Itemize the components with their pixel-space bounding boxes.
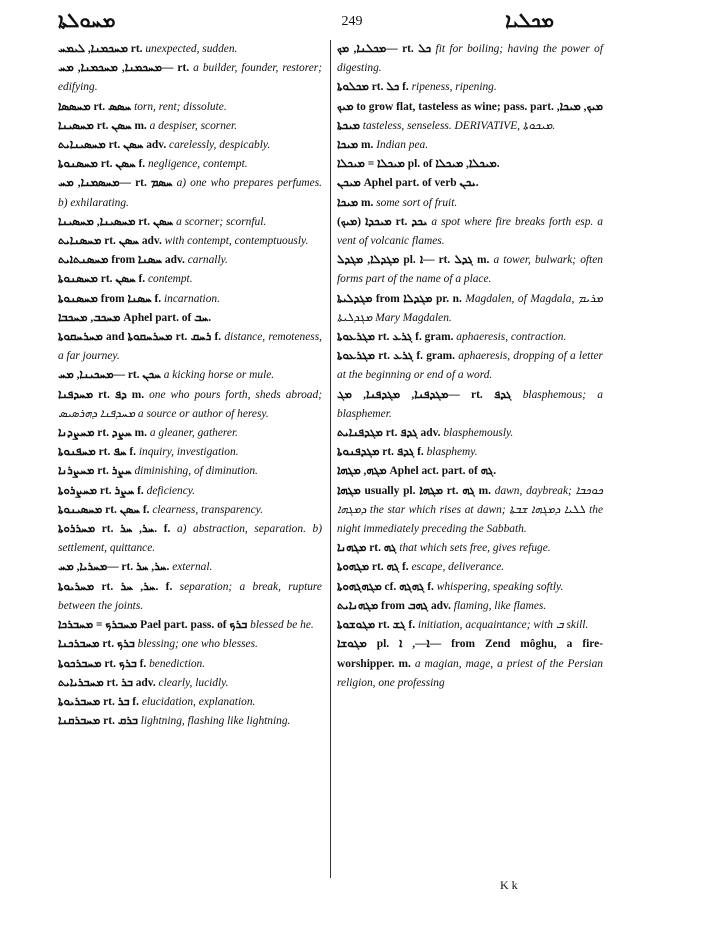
header-left-syriac: ܡܚܘܠܬܐ	[58, 10, 116, 32]
dictionary-entry	[58, 155, 322, 174]
dictionary-entry	[58, 424, 322, 443]
entry-headword: ܡܟܠܢܐ, ܡܟ— rt. ܟܠ	[337, 43, 432, 55]
entry-gloss: fit for boiling; having the power of digesting.	[337, 43, 603, 75]
page-number: 249	[341, 14, 363, 29]
header-right-syriac: ܡܟܠܝܐ	[505, 10, 554, 32]
entry-headword: ܡܓܗܢܐ rt. ܓܗ	[337, 542, 397, 555]
dictionary-entry	[58, 98, 322, 117]
signature-mark: K k	[500, 878, 518, 892]
dictionary-entry	[337, 136, 603, 155]
entry-headword: ܡܚܒܪܩܢܐ rt. ܒܪܩ	[58, 715, 138, 728]
entry-headword: ܡܚܟܡܢܐ, ܡܚܟܡܢܐ, ܡܚ— rt.	[58, 62, 190, 75]
entry-headword: ܡܚܒܪܝܘܬܐ rt. ܒܪ f.	[58, 695, 139, 708]
dictionary-entry	[58, 443, 322, 462]
entry-headword: ܡܚܟܡܢܐ, ܠܝܡܚ rt.	[58, 43, 143, 55]
entry-headword: ܡܝܟܢ Aphel part. of verb ܝܟܢ.	[337, 177, 479, 190]
entry-gloss: external.	[172, 561, 213, 574]
entry-gloss: carnally.	[187, 254, 228, 267]
entry-headword: ܡܚܣܢܐܝܬ rt. ܚܣܢ adv.	[58, 235, 162, 248]
entry-headword: ܡܚܪܚܩܘܬܐ and ܡܚܪܚܩܘܬܐ rt. ܪܚܩ f.	[58, 331, 222, 344]
entry-gloss: separation; a break, rupture between the joints.	[58, 580, 322, 612]
entry-headword: ܡܓܗܓܗܘܬܐ cf. ܓܗܓܗ f.	[337, 580, 434, 593]
entry-gloss: flaming, like flames.	[453, 599, 547, 612]
entry-headword: ܡܚܒܪܟܘܬܐ rt. ܒܪܟ f.	[58, 657, 147, 670]
entry-gloss: unexpected, sudden.	[145, 43, 238, 55]
entry-headword: ܡܚܣܢܘܬܐ rt. ܚܣܢ f.	[58, 158, 146, 171]
dictionary-entry	[337, 443, 603, 462]
entry-gloss: escape, deliverance.	[411, 561, 505, 574]
dictionary-entry	[337, 328, 603, 347]
dictionary-entry	[337, 174, 603, 193]
dictionary-entry	[337, 578, 603, 597]
entry-headword: ܡܚܣܡܢܐ, ܡܚ— rt. ܚܣܡ	[58, 177, 173, 190]
dictionary-entry	[58, 309, 322, 328]
dictionary-entry	[337, 597, 603, 616]
entry-gloss: a gleaner, gatherer.	[149, 427, 238, 440]
entry-gloss: a) one who prepares perfumes. b) exhilarating.	[58, 177, 322, 209]
entry-headword: ܡܝܟܐ m.	[337, 196, 374, 209]
dictionary-entry	[58, 655, 322, 674]
entry-gloss: a scorner; scornful.	[176, 215, 267, 228]
entry-gloss: a magian, mage, a priest of the Persian religion, one professing	[337, 657, 603, 689]
entry-headword: ܡܟܠܘܬܐ rt. ܟܠ f.	[337, 81, 409, 94]
dictionary-entry	[337, 482, 603, 540]
dictionary-entry	[58, 386, 322, 424]
dictionary-entry	[58, 136, 322, 155]
dictionary-entry	[337, 462, 603, 481]
entry-headword: ܡܚܣܢܬܐܝܬ from ܚܣܢܐ adv.	[58, 254, 185, 267]
entry-gloss: some sort of fruit.	[376, 196, 458, 209]
entry-headword: ܡܚܕܦܢܐ rt. ܕܦ m.	[58, 388, 145, 401]
dictionary-entry	[337, 386, 603, 424]
entry-headword: ܡܝܟ to grow flat, tasteless as wine; pass. part. ܡܝܟ, ܡܝܟܐ, ܡܝܟܬܐ	[337, 100, 603, 132]
page-header	[0, 8, 704, 34]
entry-headword: ܡܚܒܪܝܐܝܬ rt. ܒܪ adv.	[58, 676, 156, 689]
entry-headword: ܡܓܪܥܘܬܐ rt. ܓܪܥ f. gram.	[337, 350, 456, 363]
entry-gloss: blasphemously.	[443, 427, 514, 440]
entry-headword: ܡܓܗܘܬܐ rt. ܓܗ f.	[337, 561, 409, 574]
entry-headword: ܡܝܟܐ m.	[337, 139, 374, 152]
entry-headword: ܡܚܣܢܘܬܐ rt. ܚܣܢ f.	[58, 273, 146, 286]
entry-gloss: aphaeresis, dropping of a letter at the beginning or end of a word.	[337, 350, 603, 382]
entry-headword: ܡܓܕܠܝܬܐ from ܡܓܕܠܐ pr. n.	[337, 292, 462, 305]
dictionary-entry	[337, 78, 603, 97]
entry-gloss: aphaeresis, contraction.	[456, 331, 567, 344]
entry-gloss: lightning, flashing like lightning.	[140, 715, 291, 728]
dictionary-entry	[58, 40, 322, 59]
entry-headword: ܡܓܗܐ usually pl. ܡܓܗܐ rt. ܓܗ m.	[337, 484, 491, 497]
entry-headword: ܡܓܪܥܘܬܐ rt. ܓܪܥ f. gram.	[337, 331, 454, 344]
entry-gloss: contempt.	[147, 273, 193, 286]
entry-headword: ܡܚܒܪܟܢܐ rt. ܒܪܟ	[58, 638, 135, 651]
dictionary-entry	[337, 347, 603, 385]
entry-gloss: whispering, speaking softly.	[436, 580, 564, 593]
entry-gloss: a builder, founder, restorer; edifying.	[58, 62, 322, 94]
dictionary-entry	[337, 155, 603, 174]
entry-gloss: elucidation, explanation.	[141, 695, 256, 708]
dictionary-entry	[337, 40, 603, 78]
entry-headword: ܡܓܕܠܐ, ܡܓܕܠ pl. ܐ— rt. ܓܕܠ m.	[337, 254, 490, 267]
entry-gloss: ripeness, ripening.	[411, 81, 497, 94]
entry-gloss: a) abstraction, separation. b) settlement, quittance.	[58, 523, 322, 555]
entry-gloss: tasteless, senseless. DERIVATIVE, ܡܝܟܘܬܐ.	[362, 119, 556, 132]
entry-headword: ܡܚܣܝܢܐ rt. ܚܣܢ m.	[58, 119, 147, 132]
dictionary-entry	[58, 232, 322, 251]
entry-gloss: blasphemy.	[426, 446, 478, 459]
dictionary-entry	[58, 578, 322, 616]
dictionary-entry	[58, 117, 322, 136]
entry-headword: ܡܚܣܢܘܬܐ from ܚܣܢܐ f.	[58, 292, 162, 305]
dictionary-entry	[58, 328, 322, 366]
entry-gloss: deficiency.	[146, 484, 196, 497]
entry-headword: ܡܝܟܕܐ (ܡܝܟ) rt. ܝܟܕ	[337, 215, 428, 228]
entry-headword: ܡܓܘܫܘܬܐ rt. ܓܫ f.	[337, 619, 416, 632]
entry-headword: ܡܚܣܝܢܐܝܬ rt. ܚܣܢ adv.	[58, 139, 167, 152]
entry-gloss: benediction.	[149, 657, 206, 670]
entry-headword: ܡܝܟܠܐ = ܡܝܟܠܐ pl. of ܡܝܟܠܐ, ܡܝܟܠܐ.	[337, 158, 500, 171]
entry-headword: ܡܚܟܝܢܐ, ܡܚ— rt. ܚܟܢ	[58, 369, 161, 382]
entry-gloss: distance, remoteness, a far journey.	[58, 331, 322, 363]
entry-gloss: dawn, daybreak; ܟܘܟܒܐ ܕܡܓܗܐ the star which rises at dawn; ܠܠܝܐ ܕܡܓܗܐ ܫܒܬܐ the night immediately preceding the Sabbath.	[337, 484, 604, 536]
entry-headword: ܡܚܦܢܘܬܐ rt. ܚܦ f.	[58, 446, 137, 459]
dictionary-entry	[58, 558, 322, 577]
entry-gloss: incarnation.	[163, 292, 220, 305]
dictionary-entry	[337, 213, 603, 251]
dictionary-entry	[337, 424, 603, 443]
entry-gloss: Magdalen, of Magdala, ܡܪܝܡ ܡܓܕܠܝܬܐ Mary Magdalen.	[337, 292, 603, 324]
entry-gloss: carelessly, despicably.	[169, 139, 271, 152]
dictionary-entry	[337, 290, 603, 328]
entry-headword: ܡܚܨܕܢܐ rt. ܚܨܕ m.	[58, 427, 147, 440]
entry-gloss: a despiser, scorner.	[149, 119, 237, 132]
entry-gloss: a kicking horse or mule.	[163, 369, 275, 382]
entry-gloss: Indian pea.	[376, 139, 429, 152]
dictionary-entry	[337, 98, 603, 136]
dictionary-entry	[58, 520, 322, 558]
dictionary-entry	[337, 194, 603, 213]
dictionary-entry	[58, 693, 322, 712]
entry-gloss: blessing; one who blesses.	[137, 638, 258, 651]
dictionary-entry	[337, 539, 603, 558]
entry-gloss: that which sets free, gives refuge.	[399, 542, 551, 555]
entry-headword: ܡܚܟܒ, ܡܚܟܒܐ Aphel part. of ܚܒ.	[58, 311, 212, 324]
entry-headword: ܡܚܪܝܘܬܐ rt. ܚܪ, ܚܪ. f.	[58, 580, 173, 593]
entry-headword: ܡܚܪܝܐ, ܡܚ— rt. ܚܪ, ܚܪ.	[58, 561, 170, 574]
entry-headword: ܡܚܒܪܟ = ܡܚܒܪܟܐ Pael part. pass. of ܒܪܟ	[58, 619, 248, 632]
dictionary-entry	[58, 270, 322, 289]
entry-headword: ܡܓܗ, ܡܓܗܐ Aphel act. part. of ܓܗ.	[337, 465, 497, 478]
dictionary-entry	[58, 712, 322, 731]
entry-headword: ܡܚܣܝܢܘܬܐ rt. ܚܣܢ f.	[58, 503, 150, 516]
entry-headword: ܡܚܨܪܘܬܐ rt. ܚܨܪ f.	[58, 484, 144, 497]
entry-gloss: a spot where fire breaks forth esp. a vent of volcanic flames.	[337, 215, 603, 248]
entry-gloss: torn, rent; dissolute.	[134, 100, 227, 113]
entry-gloss: inquiry, investigation.	[138, 446, 239, 459]
dictionary-entry	[337, 251, 603, 289]
dictionary-entry	[58, 251, 322, 270]
column-divider	[330, 40, 331, 878]
left-column	[58, 40, 322, 731]
dictionary-entry	[58, 213, 322, 232]
entry-gloss: clearness, transparency.	[152, 503, 263, 516]
entry-gloss: with contempt, contemptuously.	[164, 235, 309, 248]
dictionary-entry	[58, 59, 322, 97]
dictionary-entry	[58, 174, 322, 212]
dictionary-entry	[58, 616, 322, 635]
entry-headword: ܡܓܗܢܐܝܬ from ܓܗܒ adv.	[337, 599, 451, 612]
entry-gloss: one who pours forth, sheds abroad; ܡܚܕܦܢܐ ܕܗܪܣܝܣ a source or author of heresy.	[58, 388, 322, 420]
dictionary-entry	[337, 558, 603, 577]
entry-gloss: a tower, bulwark; often forms part of the name of a place.	[337, 254, 603, 286]
entry-gloss: blasphemous; a blasphemer.	[337, 388, 603, 420]
dictionary-entry	[58, 366, 322, 385]
right-column	[337, 40, 603, 693]
entry-gloss: negligence, contempt.	[147, 158, 248, 171]
entry-headword: ܡܓܕܦܢܐ, ܡܓܕܦܢܐ, ܡܓ— rt. ܓܕܦ	[337, 388, 512, 401]
dictionary-entry	[58, 674, 322, 693]
entry-headword: ܡܓܘܫܐ pl. ܐ—, ܐ— from Zend môghu, a fire-worshipper. m.	[337, 638, 603, 670]
dictionary-entry	[337, 635, 603, 693]
entry-headword: ܡܚܣܣܐ rt. ܚܣܣ	[58, 100, 132, 113]
entry-gloss: initiation, acquaintance; with ܒ skill.	[417, 619, 589, 632]
dictionary-entry	[58, 482, 322, 501]
dictionary-entry	[58, 462, 322, 481]
dictionary-entry	[337, 616, 603, 635]
entry-headword: ܡܚܪܪܘܬܐ rt. ܚܪ, ܚܪ. f.	[58, 523, 171, 536]
entry-headword: ܡܓܕܦܢܐܝܬ rt. ܓܕܦ adv.	[337, 427, 441, 440]
entry-gloss: diminishing, of diminution.	[134, 465, 258, 478]
entry-gloss: blessed be he.	[250, 619, 314, 632]
dictionary-entry	[58, 501, 322, 520]
dictionary-entry	[58, 290, 322, 309]
entry-gloss: clearly, lucidly.	[158, 676, 229, 689]
entry-headword: ܡܚܣܝܢܐ, ܡܚܣܝܢܐ rt. ܚܣܢ	[58, 215, 174, 228]
dictionary-entry	[58, 635, 322, 654]
entry-headword: ܡܚܨܪܢܐ rt. ܚܨܪ	[58, 465, 132, 478]
entry-headword: ܡܓܕܦܢܘܬܐ rt. ܓܕܦ f.	[337, 446, 424, 459]
